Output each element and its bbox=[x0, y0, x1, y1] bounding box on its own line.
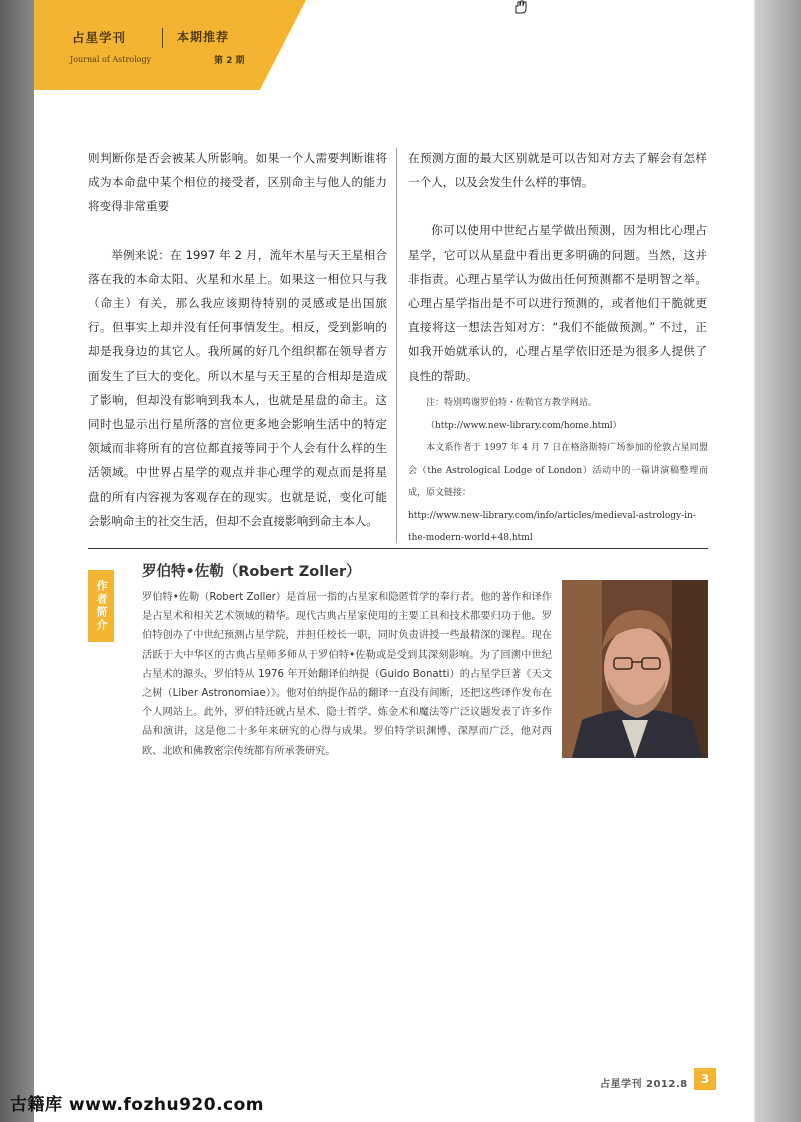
note-line: 注：特别鸣谢罗伯特・佐勒官方教学网站。 bbox=[426, 398, 598, 408]
article-note bbox=[408, 392, 708, 550]
issue-number: 第 2 期 bbox=[214, 56, 245, 66]
article-left-column bbox=[88, 146, 387, 533]
author-intro-tag: 作者简介 bbox=[88, 570, 114, 642]
magazine-english-title: Journal of Astrology bbox=[70, 55, 152, 64]
author-photo bbox=[562, 580, 708, 758]
page-number: 3 bbox=[694, 1068, 716, 1090]
column-divider bbox=[396, 148, 397, 543]
author-bio: 罗伯特•佐勒（Robert Zoller）是首屈一指的占星家和隐匿哲学的奉行者。他的著作和译作是占星术和相关艺术领域的精华。现代古典占星家使用的主要工具和技术都要归功于他。罗伯特创办了中世纪预测占星学院，并担任校长一职，同时负责讲授一些最精深的课程。现在活跃于大中华区的古典占星师多师从于罗伯特•佐勒或是受到其深刻影响。为了回溯中世纪占星术的源头，罗伯特从 1976 年开始翻译伯纳提（Guido Bonatti）的占星学巨著《天文之树（Liber Astronomiae）》。他对伯纳提作品的翻译一直没有间断，还把这些译作发布在个人网站上。此外，罗伯特还就占星术、隐士哲学、炼金术和魔法等广泛议题发表了许多作品和演讲，这是他二十多年来研究的心得与成果。罗伯特学识渊博、深厚而广泛，他对西欧、北欧和佛教密宗传统都有所承袭研究。 bbox=[142, 592, 552, 757]
note-link: http://www.new-library.com/info/articles/medieval-astrology-in-the-modern-world+48.html bbox=[408, 510, 696, 543]
note-line: （http://www.new-library.com/home.html） bbox=[426, 420, 622, 431]
section-label: 本期推荐 bbox=[177, 30, 230, 44]
hand-cursor-icon bbox=[512, 0, 530, 14]
note-line: 本文系作者于 1997 年 4 月 7 日在格洛斯特广场参加的伦敦占星同盟会（the Astrological Lodge of London）活动中的一篇讲演稿整理而成，原文链接： bbox=[408, 443, 708, 498]
site-watermark: 古籍库 www.fozhu920.com bbox=[10, 1095, 264, 1115]
magazine-title: 占星学刊 bbox=[72, 30, 127, 45]
author-name: 罗伯特•佐勒（Robert Zoller） bbox=[142, 564, 361, 580]
article-paragraph: 则判断你是否会被某人所影响。如果一个人需要判断谁将成为本命盘中某个相位的接受者，区别命主与他人的能力将变得非常重要 bbox=[88, 151, 387, 214]
document-page bbox=[34, 0, 754, 1122]
author-portrait-illustration bbox=[562, 580, 708, 758]
article-right-column bbox=[408, 146, 707, 388]
header-divider bbox=[162, 28, 163, 48]
footer-journal-date: 占星学刊 2012.8 bbox=[600, 1079, 688, 1090]
article-paragraph: 你可以使用中世纪占星学做出预测，因为相比心理占星学，它可以从星盘中看出更多明确的问题。当然，这并非指责。心理占星学认为做出任何预测都不是明智之举。心理占星学指出是不可以进行预测的，或者他们干脆就更直接将这一想法告知对方：“我们不能做预测。” 不过，正如我开始就承认的，心理占星学依旧还是为很多人提供了良性的帮助。 bbox=[408, 223, 707, 383]
article-paragraph: 在预测方面的最大区别就是可以告知对方去了解会有怎样一个人，以及会发生什么样的事情。 bbox=[408, 151, 707, 190]
article-paragraph: 举例来说：在 1997 年 2 月，流年木星与天王星相合落在我的本命太阳、火星和水星上。如果这一相位只与我（命主）有关，那么我应该期待特别的灵感或是出国旅行。但事实上却并没有任何事情发生。相反，受到影响的却是我身边的其它人。我所属的好几个组织都在领导者方面发生了巨大的变化。所以木星与天王星的合相却是造成了影响，但却没有影响到我本人，也就是星盘的命主。这同时也显示出行星所落的宫位更多地会影响生活中的特定领域而非将所有的宫位都直接等同于个人会有什么样的生活领域。中世界占星学的观点并非心理学的观点而是将星盘的所有内容视为客观存在的现实。也就是说，变化可能会影响命主的社交生活，但却不会直接影响到命主本人。 bbox=[88, 247, 387, 528]
section-rule bbox=[88, 548, 708, 549]
